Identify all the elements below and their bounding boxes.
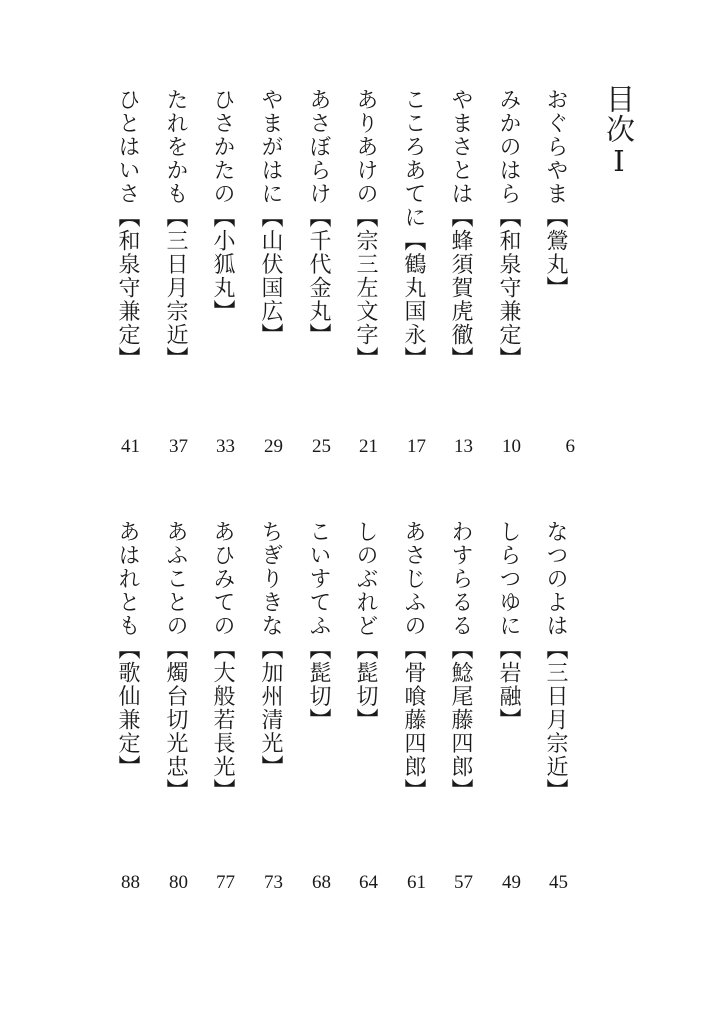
page-number: 41 (121, 436, 140, 457)
poem-incipit: こいすてふ (306, 520, 331, 638)
toc-entry[interactable] (210, 520, 234, 802)
toc-entry[interactable] (210, 88, 234, 323)
poem-incipit: しのぶれど (353, 520, 378, 638)
poem-incipit: あふことの (163, 520, 188, 638)
sword-name: 【宗三左文字】 (353, 205, 378, 370)
toc-entry[interactable] (115, 88, 139, 370)
toc-entry[interactable] (306, 88, 330, 347)
sword-name: 【千代金丸】 (306, 205, 331, 347)
poem-incipit: こころあてに (401, 88, 426, 229)
toc-entry[interactable] (258, 520, 282, 779)
poem-incipit: わすらるる (448, 520, 473, 638)
poem-incipit: たれをかも (163, 88, 188, 206)
page-number: 10 (502, 436, 521, 457)
poem-incipit: おぐらやま (543, 88, 568, 206)
toc-entry[interactable] (401, 520, 425, 802)
toc-entry[interactable] (353, 520, 377, 732)
poem-incipit: ありあけの (353, 88, 378, 206)
poem-incipit: ひさかたの (210, 88, 235, 206)
poem-incipit: あさじふの (401, 520, 426, 638)
toc-entry[interactable] (353, 88, 377, 370)
poem-incipit: あさぼらけ (306, 88, 331, 206)
sword-name: 【和泉守兼定】 (115, 205, 140, 370)
page-number: 13 (454, 436, 473, 457)
sword-name: 【鶯丸】 (543, 205, 568, 300)
page-number: 64 (359, 872, 378, 893)
page-number: 49 (502, 872, 521, 893)
sword-name: 【三日月宗近】 (543, 637, 568, 802)
page-number: 33 (216, 436, 235, 457)
poem-incipit: あはれとも (115, 520, 140, 638)
page-number: 88 (121, 872, 140, 893)
poem-incipit: ちぎりきな (258, 520, 283, 638)
toc-entry[interactable] (448, 520, 472, 802)
page-number: 68 (312, 872, 331, 893)
sword-name: 【三日月宗近】 (163, 205, 188, 370)
page-number: 6 (565, 436, 575, 457)
toc-entry[interactable] (306, 520, 330, 732)
toc-entry[interactable] (543, 88, 567, 300)
toc-entry[interactable] (401, 88, 425, 370)
sword-name: 【鯰尾藤四郎】 (448, 637, 473, 802)
page-number: 77 (216, 872, 235, 893)
page-number: 17 (407, 436, 426, 457)
sword-name: 【加州清光】 (258, 637, 283, 779)
poem-incipit: なつのよは (543, 520, 568, 638)
page-number: 61 (407, 872, 426, 893)
sword-name: 【大般若長光】 (210, 637, 235, 802)
toc-entry[interactable] (496, 88, 520, 370)
page-number: 25 (312, 436, 331, 457)
sword-name: 【髭切】 (306, 637, 331, 732)
page-number: 45 (549, 872, 568, 893)
page-number: 80 (169, 872, 188, 893)
sword-name: 【燭台切光忠】 (163, 637, 188, 802)
toc-title: 目次Ⅰ (602, 84, 636, 179)
sword-name: 【山伏国広】 (258, 205, 283, 347)
sword-name: 【歌仙兼定】 (115, 637, 140, 779)
toc-entry[interactable] (115, 520, 139, 779)
sword-name: 【髭切】 (353, 637, 378, 732)
sword-name: 【岩融】 (496, 637, 521, 732)
poem-incipit: やまさとは (448, 88, 473, 206)
page-number: 29 (264, 436, 283, 457)
sword-name: 【蜂須賀虎徹】 (448, 205, 473, 370)
toc-entry[interactable] (163, 520, 187, 802)
poem-incipit: しらつゆに (496, 520, 521, 638)
page-number: 37 (169, 436, 188, 457)
page-number: 57 (454, 872, 473, 893)
poem-incipit: みかのはら (496, 88, 521, 206)
toc-entry[interactable] (543, 520, 567, 802)
sword-name: 【和泉守兼定】 (496, 205, 521, 370)
sword-name: 【鶴丸国永】 (401, 229, 426, 370)
page-number: 73 (264, 872, 283, 893)
toc-entry[interactable] (496, 520, 520, 732)
toc-entry[interactable] (258, 88, 282, 347)
page-number: 21 (359, 436, 378, 457)
sword-name: 【小狐丸】 (210, 205, 235, 323)
toc-entry[interactable] (448, 88, 472, 370)
poem-incipit: やまがはに (258, 88, 283, 206)
poem-incipit: あひみての (210, 520, 235, 638)
sword-name: 【骨喰藤四郎】 (401, 637, 426, 802)
poem-incipit: ひとはいさ (115, 88, 140, 206)
toc-entry[interactable] (163, 88, 187, 370)
